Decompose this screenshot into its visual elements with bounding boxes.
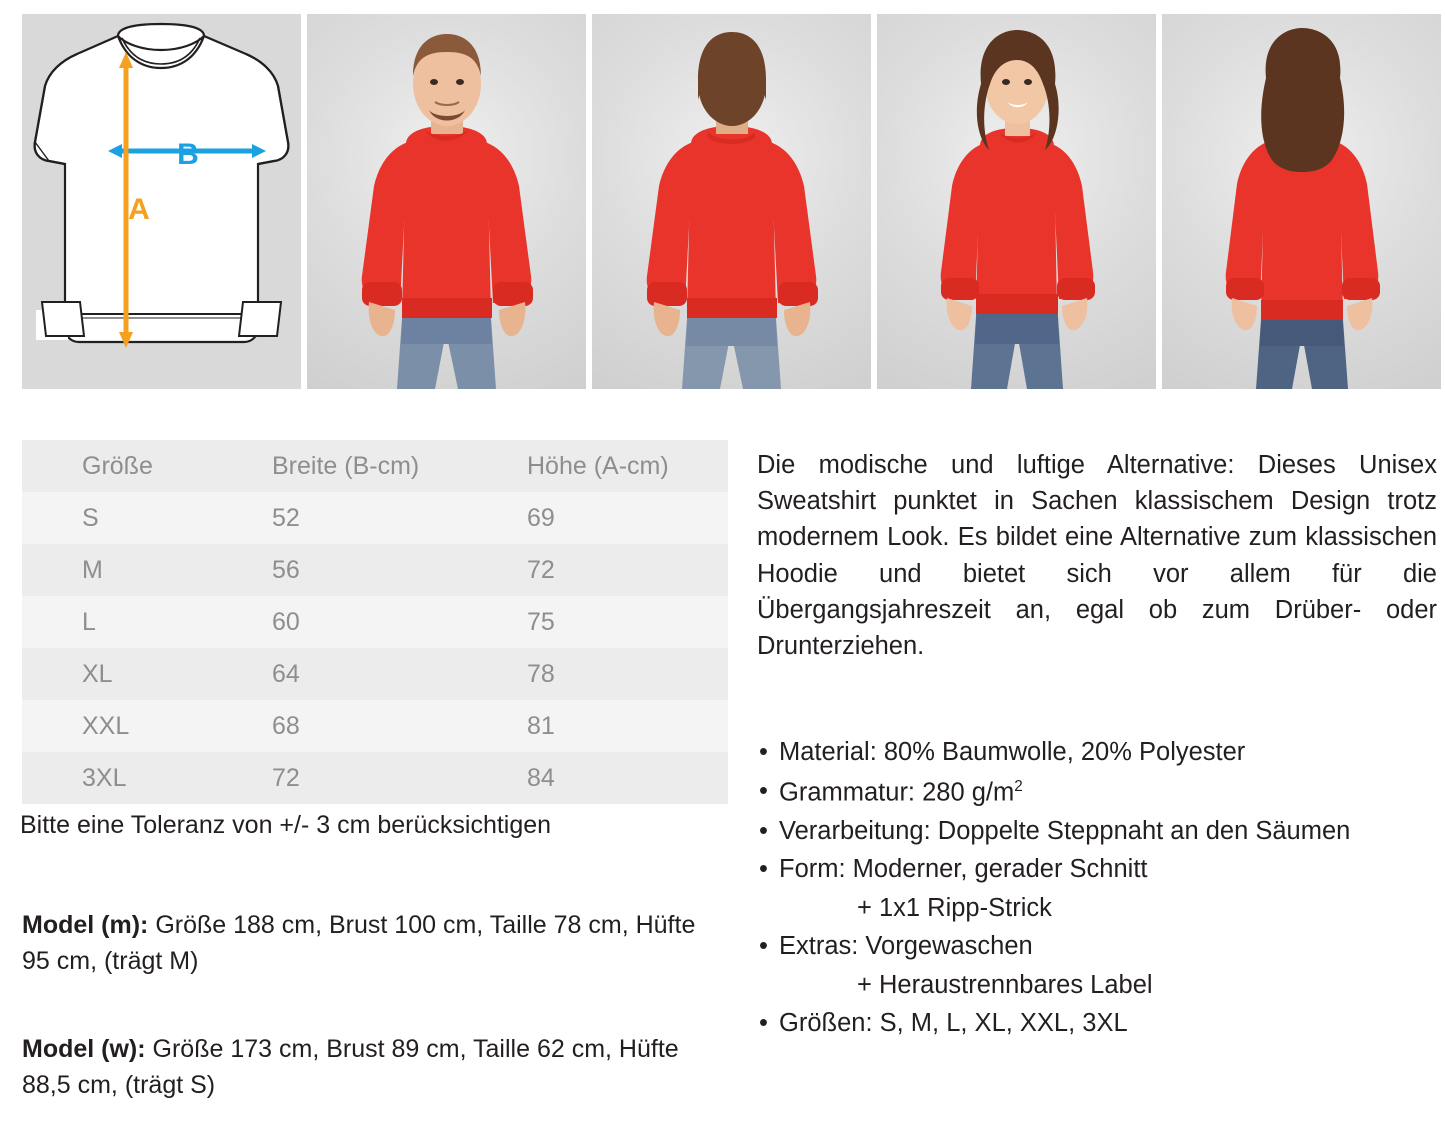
product-features xyxy=(757,740,1445,1050)
cell-height: 81 xyxy=(527,711,555,740)
cell-width: 60 xyxy=(272,607,300,636)
feature-form: • Form: Moderner, gerader Schnitt xyxy=(757,857,1445,883)
label-a: A xyxy=(128,193,150,226)
model-female-text: Größe 173 cm, Brust 89 cm, Taille 62 cm, Hüfte 88,5 cm, (trägt S) xyxy=(22,1035,679,1100)
cell-width: 64 xyxy=(272,659,300,688)
cell-size: XL xyxy=(82,659,113,688)
female-back-illustration xyxy=(1162,14,1441,389)
feature-grammatur-text: Grammatur: 280 g/m xyxy=(779,778,1015,806)
feature-grammatur xyxy=(757,779,1445,806)
table-row xyxy=(22,596,728,648)
cell-size: XXL xyxy=(82,711,130,740)
col-header-height: Höhe (A-cm) xyxy=(527,451,669,480)
feature-verarbeitung: • Verarbeitung: Doppelte Steppnaht an den Säumen xyxy=(757,819,1445,845)
cell-height: 69 xyxy=(527,503,555,532)
table-row xyxy=(22,544,728,596)
model-female-info xyxy=(22,1031,722,1104)
cell-height: 78 xyxy=(527,659,555,688)
female-model-back-photo xyxy=(1162,14,1441,389)
male-back-illustration xyxy=(592,14,871,389)
product-description: Die modische und luftige Alternative: Dieses Unisex Sweatshirt punktet in Sachen klassischem Design trotz modernem Look. Es bildet eine Alternative zum klassischen Hoodie und bietet sich vor allem für die Übergangsjahreszeit an, egal ob zum Drüber- oder Drunterziehen. xyxy=(757,451,1437,661)
label-b: B xyxy=(177,138,199,171)
cell-width: 68 xyxy=(272,711,300,740)
sweatshirt-technical-svg xyxy=(22,14,301,389)
model-male-label: Model (m): xyxy=(22,911,149,939)
cell-height: 84 xyxy=(527,763,555,792)
cell-size: S xyxy=(82,503,99,532)
feature-grammatur-sup: 2 xyxy=(1014,777,1023,795)
cell-size: 3XL xyxy=(82,763,127,792)
cell-width: 52 xyxy=(272,503,300,532)
table-row xyxy=(22,752,728,804)
male-model-front-photo xyxy=(307,14,586,389)
model-female-label: Model (w): xyxy=(22,1035,146,1063)
model-male-text: Größe 188 cm, Brust 100 cm, Taille 78 cm, Hüfte 95 cm, (trägt M) xyxy=(22,911,696,976)
female-model-front-photo xyxy=(877,14,1156,389)
model-male-info xyxy=(22,907,722,980)
cell-size: L xyxy=(82,607,96,636)
product-image-strip xyxy=(22,14,1426,389)
table-row xyxy=(22,648,728,700)
male-model-back-photo xyxy=(592,14,871,389)
feature-extras-sub: + Heraustrennbares Label xyxy=(857,970,1153,999)
feature-extras: • Extras: Vorgewaschen xyxy=(757,934,1445,960)
table-header-row xyxy=(22,440,728,492)
tolerance-note: Bitte eine Toleranz von +/- 3 cm berücksichtigen xyxy=(20,811,552,839)
female-front-illustration xyxy=(877,14,1156,389)
cell-height: 75 xyxy=(527,607,555,636)
cell-size: M xyxy=(82,555,103,584)
cell-width: 72 xyxy=(272,763,300,792)
feature-form-sub: + 1x1 Ripp-Strick xyxy=(857,893,1052,922)
feature-material: • Material: 80% Baumwolle, 20% Polyester xyxy=(757,740,1445,766)
male-front-illustration xyxy=(307,14,586,389)
table-row xyxy=(22,700,728,752)
col-header-size: Größe xyxy=(82,451,153,480)
feature-groessen: • Größen: S, M, L, XL, XXL, 3XL xyxy=(757,1011,1445,1037)
col-header-width: Breite (B-cm) xyxy=(272,451,420,480)
size-chart-table xyxy=(22,440,728,804)
cell-width: 56 xyxy=(272,555,300,584)
table-row xyxy=(22,492,728,544)
cell-height: 72 xyxy=(527,555,555,584)
technical-drawing-panel xyxy=(22,14,301,389)
